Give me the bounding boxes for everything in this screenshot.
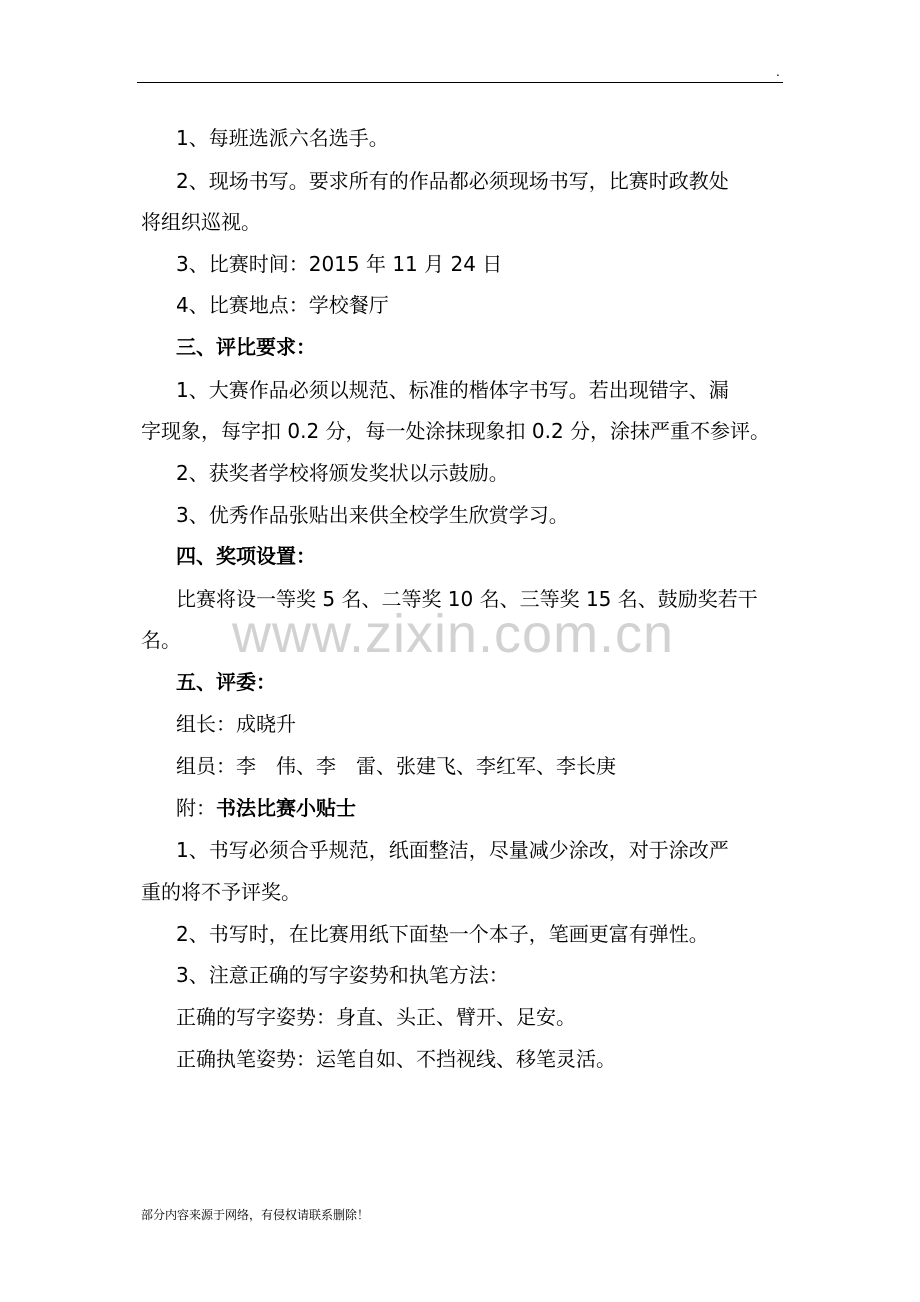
tip-3: 3、注意正确的写字姿势和执笔方法： [176, 963, 509, 987]
judging-item-2: 2、获奖者学校将颁发奖状以示鼓励。 [176, 461, 509, 485]
tip-posture: 正确的写字姿势：身直、头正、臂开、足安。 [176, 1005, 576, 1029]
rule-item-1: 1、每班选派六名选手。 [176, 126, 389, 150]
judging-item-3: 3、优秀作品张贴出来供全校学生欣赏学习。 [176, 503, 569, 527]
footer-disclaimer: 部分内容来源于网络，有侵权请联系删除！ [141, 1208, 370, 1222]
section-heading-judging: 三、评比要求： [176, 335, 316, 359]
appendix-prefix: 附： [176, 796, 216, 820]
tip-pen-grip: 正确执笔姿势：运笔自如、不挡视线、移笔灵活。 [176, 1047, 616, 1071]
header-rule [137, 82, 783, 83]
watermark-text: www.zixin.com.cn [232, 604, 675, 664]
rule-item-2-line-2: 将组织巡视。 [141, 210, 261, 234]
tip-1-line-2: 重的将不予评奖。 [141, 880, 301, 904]
rule-item-4-place: 4、比赛地点：学校餐厅 [176, 293, 389, 317]
judges-members: 组员：李 伟、李 雷、张建飞、李红军、李长庚 [176, 754, 616, 778]
judging-item-1-line-2: 字现象，每字扣 0.2 分，每一处涂抹现象扣 0.2 分，涂抹严重不参评。 [141, 419, 771, 443]
awards-line-2: 名。 [141, 628, 181, 652]
section-heading-awards: 四、奖项设置： [176, 544, 316, 568]
awards-line-1: 比赛将设一等奖 5 名、二等奖 10 名、三等奖 15 名、鼓励奖若干 [176, 587, 758, 611]
judges-leader: 组长：成晓升 [176, 712, 296, 736]
judging-item-1-line-1: 1、大赛作品必须以规范、标准的楷体字书写。若出现错字、漏 [176, 378, 729, 402]
tip-2: 2、书写时，在比赛用纸下面垫一个本子，笔画更富有弹性。 [176, 922, 709, 946]
rule-item-3-time: 3、比赛时间：2015 年 11 月 24 日 [176, 252, 503, 276]
appendix-heading [176, 795, 356, 821]
section-heading-judges: 五、评委： [176, 670, 276, 694]
header-marker: . [776, 65, 780, 79]
appendix-title: 书法比赛小贴士 [216, 796, 356, 820]
tip-1-line-1: 1、书写必须合乎规范，纸面整洁，尽量减少涂改，对于涂改严 [176, 838, 729, 862]
rule-item-2-line-1: 2、现场书写。要求所有的作品都必须现场书写，比赛时政教处 [176, 169, 729, 193]
